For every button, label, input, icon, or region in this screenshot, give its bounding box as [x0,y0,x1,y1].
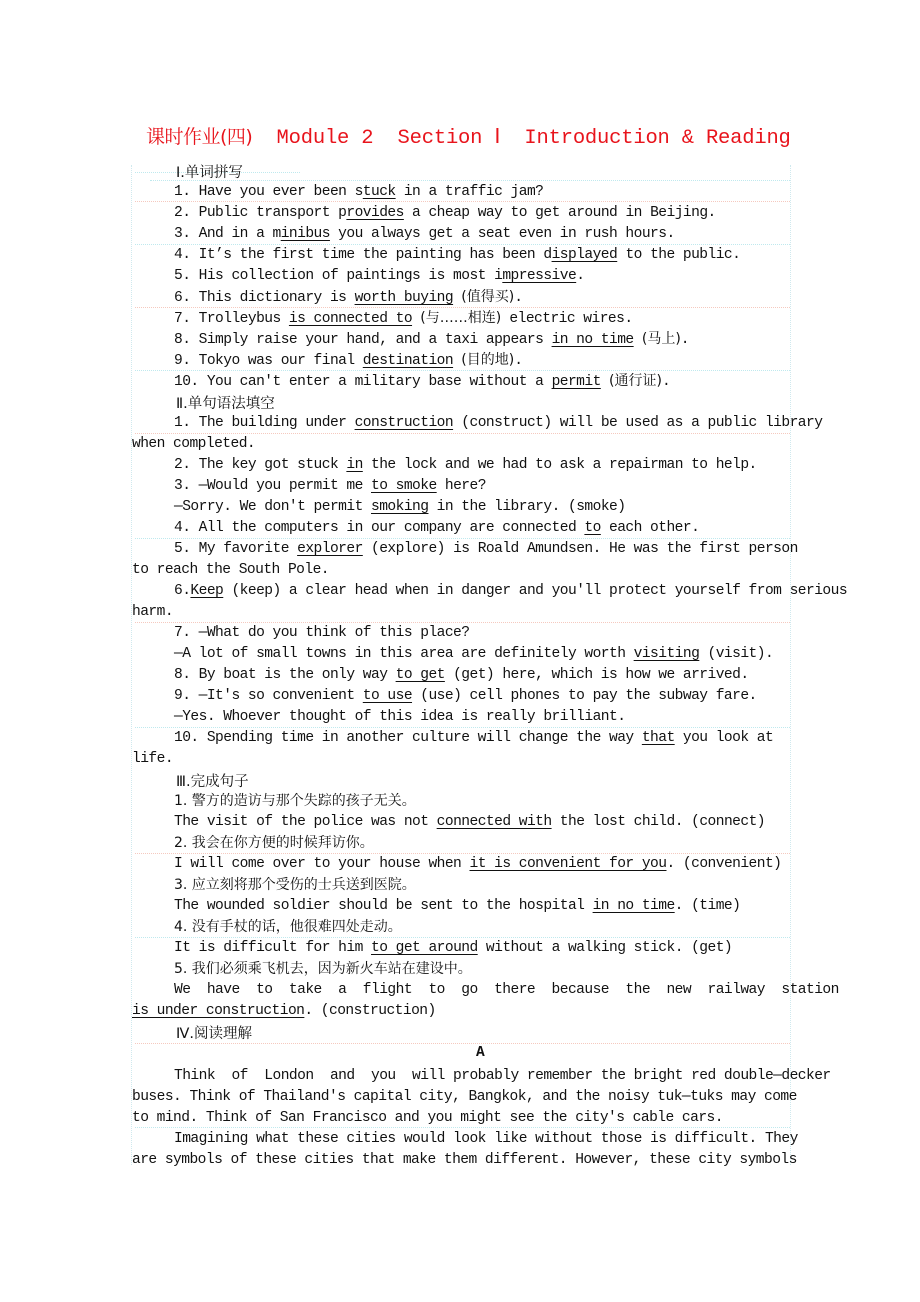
grammar-item: —Yes. Whoever thought of this idea is really brilliant. [174,709,626,725]
answer: tuck [362,184,396,200]
answer: worth buying [354,290,454,306]
answer: mpressive [502,268,577,284]
grammar-item-continued: life. [132,751,174,767]
vocab-item: 4. It’s the first time the painting has been displayed to the public. [174,247,741,263]
section-heading-complete-sentences: Ⅲ.完成句子 [176,774,249,790]
answer: smoking [371,499,429,515]
sentence-answer: I will come over to your house when it is convenient for you. (convenient) [174,856,782,872]
grammar-item-continued: harm. [132,604,174,620]
sentence-answer: It is difficult for him to get around without a walking stick. (get) [174,940,733,956]
grammar-item: 5. My favorite explorer (explore) is Roald Amundsen. He was the first person [174,541,798,557]
grammar-item-continued: to reach the South Pole. [132,562,329,578]
dotted-margin [790,165,791,1165]
vocab-item: 2. Public transport provides a cheap way to get around in Beijing. [174,205,716,221]
grammar-item: —A lot of small towns in this area are definitely worth visiting (visit). [174,646,774,662]
grammar-item: 2. The key got stuck in the lock and we had to ask a repairman to help. [174,457,757,473]
answer: in no time [551,332,634,348]
answer: Keep [190,583,224,599]
grammar-item: 8. By boat is the only way to get (get) here, which is how we arrived. [174,667,749,683]
grammar-item: 4. All the computers in our company are connected to each other. [174,520,700,536]
answer: construction [354,415,454,431]
page-title [146,122,791,150]
sentence-prompt: 3. 应立刻将那个受伤的士兵送到医院。 [174,877,416,893]
answer: explorer [297,541,363,557]
passage-label: A [476,1045,485,1061]
title-chinese: 课时作业(四) [146,126,253,148]
sentence-prompt: 5. 我们必须乘飞机去，因为新火车站在建设中。 [174,961,472,977]
vocab-item: 10. You can't enter a military base without a permit (通行证). [174,373,671,390]
answer: isplayed [551,247,618,263]
vocab-item: 8. Simply raise your hand, and a taxi appears in no time (马上). [174,331,690,348]
answer: visiting [633,646,700,662]
vocab-item: 5. His collection of paintings is most impressive. [174,268,585,284]
answer: to [584,520,601,536]
answer: rovides [346,205,404,221]
vocab-item: 7. Trolleybus is connected to (与……相连) electric wires. [174,310,633,327]
grammar-item: 10. Spending time in another culture will change the way that you look at [174,730,774,746]
dotted-rule [150,180,790,181]
vocab-item: 1. Have you ever been stuck in a traffic jam? [174,184,544,200]
answer: in [346,457,363,473]
answer: inibus [280,226,330,242]
grammar-item: 6.Keep (keep) a clear head when in danger and you'll protect yourself from serious [174,583,848,599]
passage-line: Think of London and you will probably remember the bright red double—decker [174,1068,831,1084]
grammar-item: 7. —What do you think of this place? [174,625,470,641]
answer: is under construction [132,1003,305,1019]
dotted-rule [135,1043,790,1044]
sentence-prompt: 4. 没有手杖的话，他很难四处走动。 [174,919,402,935]
sentence-answer: The wounded soldier should be sent to the hospital in no time. (time) [174,898,741,914]
answer: in no time [592,898,675,914]
answer: to smoke [371,478,437,494]
answer: to get [395,667,445,683]
section-heading-reading: Ⅳ.阅读理解 [176,1026,252,1042]
answer: it is convenient for you [469,856,667,872]
answer: permit [551,374,601,390]
passage-line: Imagining what these cities would look like without those is difficult. They [174,1131,798,1147]
passage-line: buses. Think of Thailand's capital city, Bangkok, and the noisy tuk—tuks may come [132,1089,797,1105]
answer: is connected to [288,311,413,327]
grammar-item: 9. —It's so convenient to use (use) cell phones to pay the subway fare. [174,688,757,704]
grammar-item: 1. The building under construction (construct) will be used as a public library [174,415,823,431]
grammar-item: —Sorry. We don't permit smoking in the library. (smoke) [174,499,626,515]
answer: that [641,730,675,746]
sentence-answer-continued: is under construction. (construction) [132,1003,436,1019]
title-english: Module 2 Section Ⅰ Introduction & Reading [252,127,791,150]
answer: to use [362,688,413,704]
section-heading-vocabulary: Ⅰ.单词拼写 [176,165,243,181]
answer: to get around [371,940,478,956]
vocab-item: 3. And in a minibus you always get a seat even in rush hours. [174,226,675,242]
passage-line: to mind. Think of San Francisco and you might see the city's cable cars. [132,1110,723,1126]
answer: connected with [436,814,552,830]
vocab-item: 9. Tokyo was our final destination (目的地). [174,352,523,369]
answer: destination [362,353,454,369]
sentence-answer: The visit of the police was not connected with the lost child. (connect) [174,814,765,830]
sentence-prompt: 2. 我会在你方便的时候拜访你。 [174,835,374,851]
passage-line: are symbols of these cities that make them different. However, these city symbols [132,1152,797,1168]
section-heading-grammar: Ⅱ.单句语法填空 [176,396,275,412]
sentence-answer: We have to take a flight to go there because the new railway station [174,982,839,998]
vocab-item: 6. This dictionary is worth buying (值得买). [174,289,523,306]
grammar-item-continued: when completed. [132,436,256,452]
grammar-item: 3. —Would you permit me to smoke here? [174,478,486,494]
sentence-prompt: 1. 警方的造访与那个失踪的孩子无关。 [174,793,416,809]
